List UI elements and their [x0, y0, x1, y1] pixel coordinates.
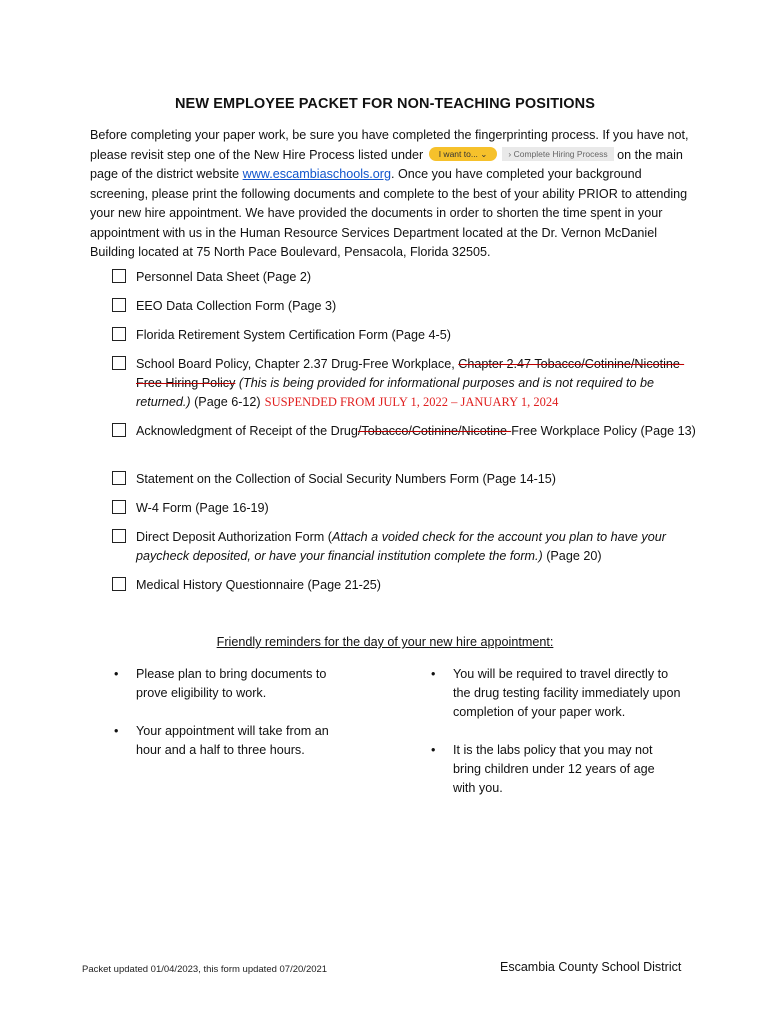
acknowledgment-text: Acknowledgment of Receipt of the Drug	[136, 424, 358, 438]
acknowledgment-text-end: Free Workplace Policy (Page 13)	[511, 424, 696, 438]
checklist-item-label: Statement on the Collection of Social Security Numbers Form (Page 14-15)	[136, 472, 556, 486]
checkbox[interactable]	[112, 529, 126, 543]
checklist-item-label	[136, 422, 696, 441]
bullet-icon: •	[431, 667, 436, 681]
intro-text-1: Before completing your paper work, be sure you have completed the fingerprinting process. If you have not, please revisit step one of the New Hire Process listed under	[90, 128, 689, 162]
checklist-item-label: Medical History Questionnaire (Page 21-25)	[136, 578, 381, 592]
checkbox[interactable]	[112, 500, 126, 514]
checkbox[interactable]	[112, 269, 126, 283]
i-want-to-dropdown-button[interactable]: I want to... ⌄	[429, 147, 498, 161]
policy-text: School Board Policy, Chapter 2.37 Drug-Free Workplace,	[136, 357, 459, 371]
checkbox[interactable]	[112, 298, 126, 312]
suspended-notice: SUSPENDED FROM JULY 1, 2022 – JANUARY 1, 2024	[264, 395, 559, 409]
page-reference: (Page 20)	[542, 549, 602, 563]
voided-check-note: Attach a voided check for the account you plan to have your paycheck deposited, or have your financial institution complete the form.)	[136, 530, 666, 563]
intro-paragraph	[90, 126, 690, 263]
page-title: NEW EMPLOYEE PACKET FOR NON-TEACHING POSITIONS	[174, 96, 596, 112]
reminder-text: It is the labs policy that you may not bring children under 12 years of age with you.	[453, 743, 655, 795]
checklist-item-label	[136, 528, 696, 566]
bullet-icon: •	[431, 743, 436, 757]
checklist-item-label: W-4 Form (Page 16-19)	[136, 501, 269, 515]
checkbox[interactable]	[112, 423, 126, 437]
checkbox[interactable]	[112, 356, 126, 370]
reminder-text: Please plan to bring documents to prove eligibility to work.	[136, 667, 327, 700]
footer-district-name: Escambia County School District	[500, 960, 682, 974]
checklist-item-label: EEO Data Collection Form (Page 3)	[136, 299, 337, 313]
bullet-icon: •	[114, 667, 119, 681]
informational-note: (This is being provided for informational purposes and is not required to be returned.)	[136, 376, 655, 409]
district-website-link[interactable]: www.escambiaschools.org	[242, 167, 391, 181]
reminder-text: Your appointment will take from an hour and a half to three hours.	[136, 724, 329, 757]
intro-text-3: . Once you have completed your background screening, please print the following documents and complete to the best of your ability PRIOR to attending your new hire appointment. We have provided the documents in order to shorten the time spent in your appointment with us in the Human Resource Services Department located at the Dr. Vernon McDaniel Building located at 75 North Pace Boulevard, Pensacola, Florida 32505.	[90, 167, 688, 259]
checkbox[interactable]	[112, 577, 126, 591]
bullet-icon: •	[114, 724, 119, 738]
checkbox[interactable]	[112, 327, 126, 341]
page-reference: (Page 6-12)	[190, 395, 261, 409]
direct-deposit-text: Direct Deposit Authorization Form (	[136, 530, 332, 544]
complete-hiring-process-breadcrumb[interactable]: › Complete Hiring Process	[502, 147, 613, 161]
checkbox[interactable]	[112, 471, 126, 485]
checklist-item-label: Personnel Data Sheet (Page 2)	[136, 270, 312, 284]
struck-policy-text: Chapter 2.47 Tobacco/Cotinine/Nicotine-Free Hiring Policy	[136, 357, 685, 390]
checklist-item-label: Florida Retirement System Certification Form (Page 4-5)	[136, 328, 451, 342]
footer-update-note: Packet updated 01/04/2023, this form updated 07/20/2021	[82, 964, 328, 975]
reminders-heading: Friendly reminders for the day of your new hire appointment:	[216, 635, 554, 649]
struck-text: /Tobacco/Cotinine/Nicotine-	[357, 424, 512, 438]
intro-text-2: on the main page of the district website	[90, 147, 683, 181]
reminder-text: You will be required to travel directly to the drug testing facility immediately upon completion of your paper work.	[453, 667, 681, 719]
checklist-item-label	[136, 355, 696, 412]
